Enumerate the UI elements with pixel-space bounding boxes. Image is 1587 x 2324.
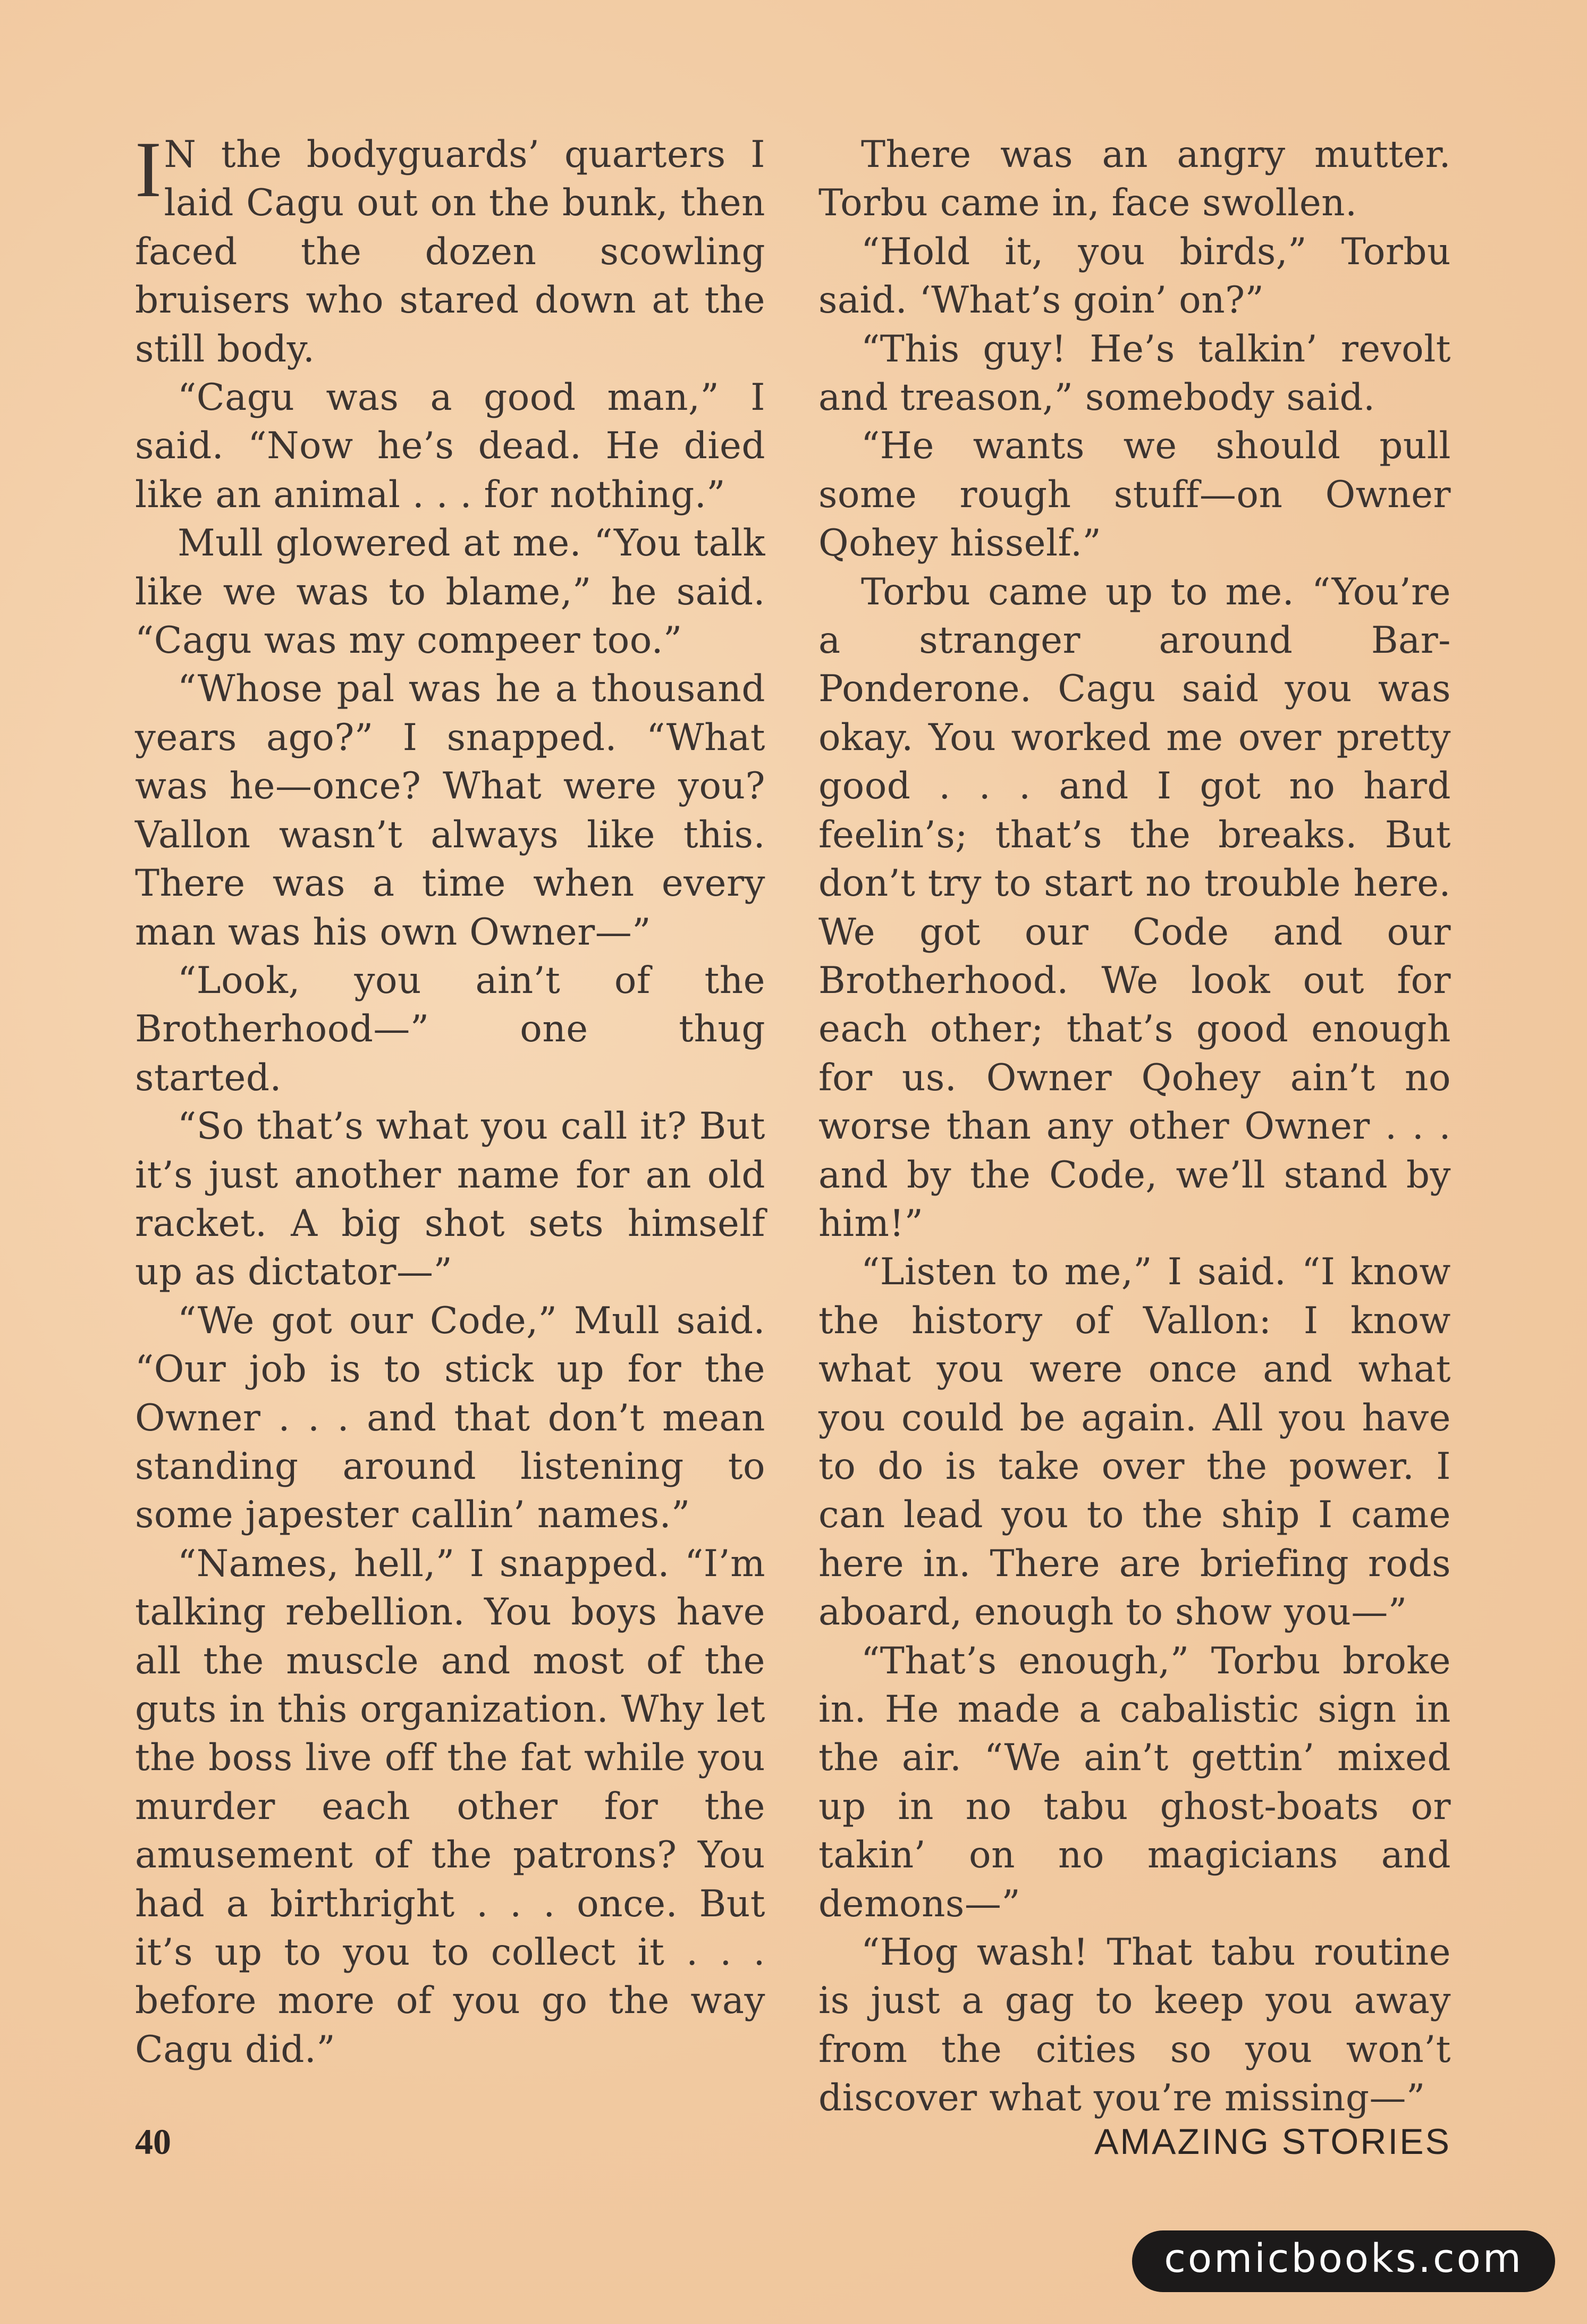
watermark-badge: comicbooks.com: [1132, 2230, 1555, 2292]
paragraph: “This guy! He’s talkin’ revolt and treason,” somebody said.: [818, 327, 1451, 419]
paragraph: “Hold it, you birds,” Torbu said. ‘What’s goin’ on?”: [818, 230, 1451, 322]
paragraph: “Cagu was a good man,” I said. “Now he’s dead. He died like an animal . . . for nothing.”: [135, 376, 765, 516]
paragraph: I N the bodyguards’ quarters I laid Cagu out on the bunk, then faced the dozen scowling bruisers who stared down at the still body.: [135, 125, 765, 371]
left-column: [135, 125, 765, 2074]
right-column: [818, 131, 1451, 2123]
paragraph: “Look, you ain’t of the Brotherhood—” one thug started.: [135, 959, 765, 1099]
paragraph: “Names, hell,” I snapped. “I’m talking rebellion. You boys have all the muscle and most of the guts in this organization. Why let the boss live off the fat while you murder each other for the amusement of the patrons? You had a birthright . . . once. But it’s up to you to collect it . . . before more of you go the way Cagu did.”: [135, 1542, 765, 2071]
paragraph: Mull glowered at me. “You talk like we was to blame,” he said. “Cagu was my compeer too.”: [135, 522, 765, 662]
paragraph: “That’s enough,” Torbu broke in. He made a cabalistic sign in the air. “We ain’t gettin’ mixed up in no tabu ghost-boats or takin’ on no magicians and demons—”: [818, 1639, 1451, 1925]
paragraph: “Hog wash! That tabu routine is just a gag to keep you away from the cities so you won’t discover what you’re missing—”: [818, 1931, 1451, 2120]
paragraph: “So that’s what you call it? But it’s just another name for an old racket. A big shot sets himself up as dictator—”: [135, 1105, 765, 1294]
paragraph: Torbu came up to me. “You’re a stranger around Bar-Ponderone. Cagu said you was okay. You worked me over pretty good . . . and I got no hard feelin’s; that’s the breaks. But don’t try to start no trouble here. We got our Code and our Brotherhood. We look out for each other; that’s good enough for us. Owner Qohey ain’t no worse than any other Owner . . . and by the Code, we’ll stand by him!”: [818, 570, 1451, 1245]
drop-cap: I: [135, 125, 162, 214]
paragraph: There was an angry mutter. Torbu came in, face swollen.: [818, 133, 1451, 225]
paragraph: “Whose pal was he a thousand years ago?” I snapped. “What was he—once? What were you? Vallon wasn’t always like this. There was a time when every man was his own Owner—”: [135, 668, 765, 954]
paragraph: “He wants we should pull some rough stuff—on Owner Qohey hisself.”: [818, 425, 1451, 565]
page-number: 40: [135, 2121, 171, 2162]
magazine-title: AMAZING STORIES: [1094, 2121, 1451, 2162]
paragraph: “Listen to me,” I said. “I know the history of Vallon: I know what you were once and what you could be again. All you have to do is take over the power. I can lead you to the ship I came here in. There are briefing rods aboard, enough to show you—”: [818, 1251, 1451, 1634]
paragraph: “We got our Code,” Mull said. “Our job is to stick up for the Owner . . . and that don’t mean standing around listening to some japester callin’ names.”: [135, 1299, 765, 1537]
